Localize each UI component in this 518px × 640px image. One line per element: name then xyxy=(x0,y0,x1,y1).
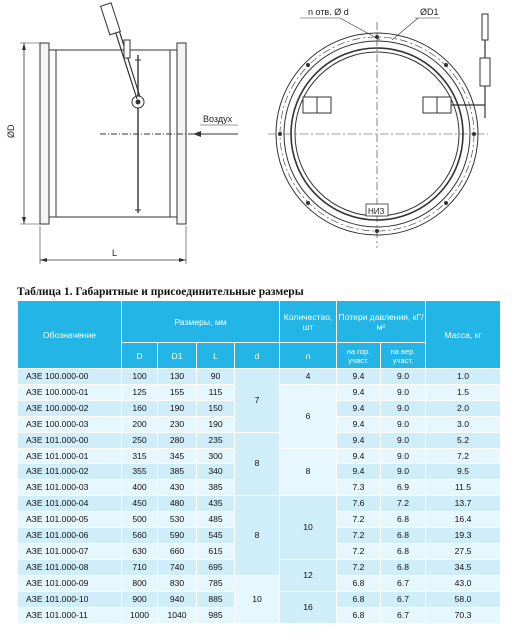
cell-L: 545 xyxy=(197,528,235,544)
table-caption: Таблица 1. Габаритные и присоединительные размеры xyxy=(17,286,304,298)
cell-L: 385 xyxy=(197,480,235,496)
cell-mass: 34.5 xyxy=(426,559,501,575)
cell-pressure-vertical: 6.7 xyxy=(381,591,426,607)
table-row xyxy=(18,496,501,512)
technical-drawing xyxy=(0,0,518,285)
cell-D1: 155 xyxy=(158,384,197,400)
cell-pressure-horizontal: 9.4 xyxy=(337,369,381,385)
subheader-horizontal: на гор. участ. xyxy=(337,343,381,369)
cell-D1: 280 xyxy=(158,432,197,448)
table-body xyxy=(18,369,501,624)
subheader-vertical: на вер. участ. xyxy=(381,343,426,369)
cell-D1: 940 xyxy=(158,591,197,607)
cell-pressure-vertical: 6.8 xyxy=(381,512,426,528)
cell-pressure-vertical: 7.2 xyxy=(381,496,426,512)
cell-L: 485 xyxy=(197,512,235,528)
cell-designation: АЗЕ 101.000-06 xyxy=(18,528,122,544)
cell-D1: 430 xyxy=(158,480,197,496)
cell-pressure-horizontal: 6.8 xyxy=(337,575,381,591)
header-quantity: Количество, шт xyxy=(280,301,337,343)
cell-D: 710 xyxy=(122,559,158,575)
cell-D1: 530 xyxy=(158,512,197,528)
cell-D: 900 xyxy=(122,591,158,607)
cell-mass: 43.0 xyxy=(426,575,501,591)
cell-D: 450 xyxy=(122,496,158,512)
cell-D1: 385 xyxy=(158,464,197,480)
cell-mass: 13.7 xyxy=(426,496,501,512)
table-row xyxy=(18,369,501,385)
cell-n: 10 xyxy=(280,496,337,560)
cell-d: 7 xyxy=(235,369,280,433)
cell-designation: АЗЕ 101.000-03 xyxy=(18,480,122,496)
cell-designation: АЗЕ 101.000-11 xyxy=(18,607,122,623)
cell-pressure-horizontal: 9.4 xyxy=(337,384,381,400)
cell-D: 355 xyxy=(122,464,158,480)
cell-mass: 9.5 xyxy=(426,464,501,480)
cell-designation: АЗЕ 101.000-07 xyxy=(18,543,122,559)
cell-L: 695 xyxy=(197,559,235,575)
cell-mass: 1.0 xyxy=(426,369,501,385)
cell-D: 1000 xyxy=(122,607,158,623)
cell-D: 400 xyxy=(122,480,158,496)
cell-pressure-horizontal: 7.2 xyxy=(337,528,381,544)
cell-D: 800 xyxy=(122,575,158,591)
cell-L: 90 xyxy=(197,369,235,385)
cell-D: 160 xyxy=(122,400,158,416)
subheader-D1: D1 xyxy=(158,343,197,369)
cell-D: 125 xyxy=(122,384,158,400)
cell-D1: 1040 xyxy=(158,607,197,623)
cell-pressure-horizontal: 6.8 xyxy=(337,591,381,607)
cell-pressure-horizontal: 9.4 xyxy=(337,464,381,480)
cell-L: 615 xyxy=(197,543,235,559)
cell-pressure-horizontal: 9.4 xyxy=(337,432,381,448)
cell-D1: 740 xyxy=(158,559,197,575)
cell-L: 785 xyxy=(197,575,235,591)
subheader-d: d xyxy=(235,343,280,369)
cell-mass: 2.0 xyxy=(426,400,501,416)
bottom-marker-label: НИЗ xyxy=(368,207,385,216)
dimension-D-label: ØD xyxy=(6,124,16,138)
side-view xyxy=(20,3,238,264)
cell-pressure-horizontal: 9.4 xyxy=(337,400,381,416)
subheader-D: D xyxy=(122,343,158,369)
cell-L: 435 xyxy=(197,496,235,512)
cell-D1: 660 xyxy=(158,543,197,559)
cell-d: 8 xyxy=(235,496,280,576)
cell-n: 12 xyxy=(280,559,337,591)
cell-pressure-horizontal: 7.2 xyxy=(337,512,381,528)
cell-designation: АЗЕ 100.000-02 xyxy=(18,400,122,416)
cell-pressure-horizontal: 6.8 xyxy=(337,607,381,623)
cell-L: 885 xyxy=(197,591,235,607)
cell-designation: АЗЕ 101.000-09 xyxy=(18,575,122,591)
cell-D1: 130 xyxy=(158,369,197,385)
cell-D: 315 xyxy=(122,448,158,464)
cell-D1: 480 xyxy=(158,496,197,512)
cell-d: 8 xyxy=(235,432,280,496)
cell-L: 115 xyxy=(197,384,235,400)
cell-pressure-vertical: 9.0 xyxy=(381,369,426,385)
cell-pressure-horizontal: 7.3 xyxy=(337,480,381,496)
cell-D1: 230 xyxy=(158,416,197,432)
cell-designation: АЗЕ 101.000-04 xyxy=(18,496,122,512)
cell-L: 190 xyxy=(197,416,235,432)
header-designation: Обозначение xyxy=(18,301,122,369)
cell-D1: 830 xyxy=(158,575,197,591)
cell-designation: АЗЕ 101.000-08 xyxy=(18,559,122,575)
cell-designation: АЗЕ 101.000-00 xyxy=(18,432,122,448)
cell-pressure-vertical: 6.8 xyxy=(381,543,426,559)
cell-n: 16 xyxy=(280,591,337,623)
cell-pressure-vertical: 9.0 xyxy=(381,464,426,480)
cell-designation: АЗЕ 101.000-01 xyxy=(18,448,122,464)
dimension-L-label: L xyxy=(112,248,118,258)
dimensions-table xyxy=(17,300,501,624)
cell-D1: 190 xyxy=(158,400,197,416)
cell-designation: АЗЕ 101.000-02 xyxy=(18,464,122,480)
table-row xyxy=(18,575,501,591)
cell-pressure-horizontal: 7.2 xyxy=(337,559,381,575)
cell-pressure-vertical: 6.7 xyxy=(381,575,426,591)
cell-D: 100 xyxy=(122,369,158,385)
cell-pressure-vertical: 9.0 xyxy=(381,448,426,464)
subheader-L: L xyxy=(197,343,235,369)
cell-mass: 7.2 xyxy=(426,448,501,464)
cell-mass: 1.5 xyxy=(426,384,501,400)
cell-pressure-vertical: 9.0 xyxy=(381,416,426,432)
cell-mass: 11.5 xyxy=(426,480,501,496)
air-flow-label: Воздух xyxy=(203,114,233,124)
cell-D: 560 xyxy=(122,528,158,544)
cell-pressure-vertical: 6.8 xyxy=(381,528,426,544)
cell-L: 150 xyxy=(197,400,235,416)
cell-n: 4 xyxy=(280,369,337,385)
cell-mass: 3.0 xyxy=(426,416,501,432)
cell-designation: АЗЕ 101.000-05 xyxy=(18,512,122,528)
cell-D: 630 xyxy=(122,543,158,559)
cell-D: 200 xyxy=(122,416,158,432)
cell-pressure-vertical: 6.7 xyxy=(381,607,426,623)
cell-pressure-horizontal: 7.6 xyxy=(337,496,381,512)
cell-pressure-horizontal: 9.4 xyxy=(337,448,381,464)
cell-designation: АЗЕ 101.000-10 xyxy=(18,591,122,607)
cell-mass: 16.4 xyxy=(426,512,501,528)
cell-D1: 590 xyxy=(158,528,197,544)
cell-pressure-horizontal: 7.2 xyxy=(337,543,381,559)
cell-d: 10 xyxy=(235,575,280,623)
dimension-D1-label: ØD1 xyxy=(420,7,439,17)
cell-designation: АЗЕ 100.000-01 xyxy=(18,384,122,400)
cell-D: 500 xyxy=(122,512,158,528)
cell-mass: 70.3 xyxy=(426,607,501,623)
cell-mass: 19.3 xyxy=(426,528,501,544)
cell-designation: АЗЕ 100.000-03 xyxy=(18,416,122,432)
cell-pressure-vertical: 6.9 xyxy=(381,480,426,496)
cell-mass: 58.0 xyxy=(426,591,501,607)
cell-pressure-vertical: 9.0 xyxy=(381,400,426,416)
cell-designation: АЗЕ 100.000-00 xyxy=(18,369,122,385)
cell-L: 235 xyxy=(197,432,235,448)
cell-L: 340 xyxy=(197,464,235,480)
cell-pressure-vertical: 6.8 xyxy=(381,559,426,575)
cell-L: 985 xyxy=(197,607,235,623)
cell-pressure-vertical: 9.0 xyxy=(381,384,426,400)
header-dimensions: Размеры, мм xyxy=(122,301,280,343)
cell-pressure-vertical: 9.0 xyxy=(381,432,426,448)
subheader-n: n xyxy=(280,343,337,369)
cell-n: 8 xyxy=(280,448,337,496)
header-mass: Масса, кг xyxy=(426,301,501,369)
cell-mass: 27.5 xyxy=(426,543,501,559)
cell-mass: 5.2 xyxy=(426,432,501,448)
header-pressure: Потери давления, кГ/м² xyxy=(337,301,426,343)
holes-label: n отв. Ø d xyxy=(308,7,349,17)
cell-D: 250 xyxy=(122,432,158,448)
cell-n: 6 xyxy=(280,384,337,448)
cell-L: 300 xyxy=(197,448,235,464)
cell-pressure-horizontal: 9.4 xyxy=(337,416,381,432)
cell-D1: 345 xyxy=(158,448,197,464)
table-row xyxy=(18,432,501,448)
